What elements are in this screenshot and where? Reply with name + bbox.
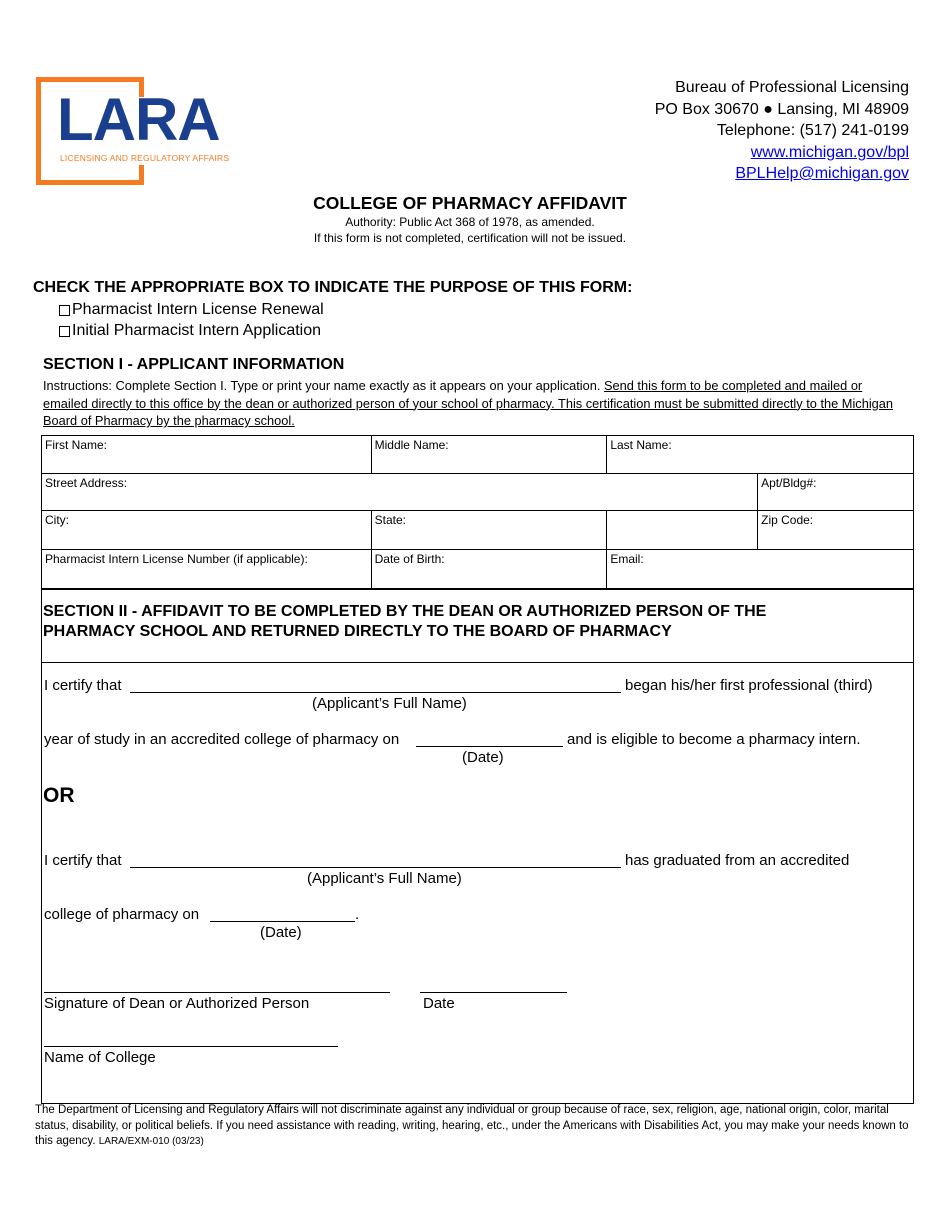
or-label: OR	[43, 784, 75, 807]
purpose-option-renewal[interactable]	[59, 301, 324, 319]
certify-text-2: I certify that	[44, 852, 122, 869]
lara-logo: LARA	[57, 86, 220, 153]
state-label: State:	[374, 513, 406, 527]
signature-date-line[interactable]	[420, 992, 567, 993]
checkbox-renewal[interactable]	[59, 305, 70, 316]
certify-text-1: I certify that	[44, 677, 122, 694]
section2-divider	[41, 662, 914, 663]
blank-field[interactable]	[607, 511, 758, 550]
date-caption-2: (Date)	[260, 924, 302, 941]
zip-label: Zip Code:	[761, 513, 814, 527]
middle-name-field[interactable]	[371, 436, 607, 474]
org-telephone: Telephone: (517) 241-0199	[716, 122, 909, 139]
lara-logo-subtitle: LICENSING AND REGULATORY AFFAIRS	[60, 153, 230, 163]
city-label: City:	[45, 513, 69, 527]
email-link[interactable]: BPLHelp@michigan.gov	[735, 165, 909, 182]
license-number-label: Pharmacist Intern License Number (if applicable):	[45, 552, 308, 566]
purpose-option-label: Pharmacist Intern License Renewal	[72, 301, 324, 318]
section2-heading	[43, 602, 883, 642]
contact-block	[655, 77, 909, 185]
purpose-option-initial[interactable]	[59, 322, 321, 340]
eligible-text: and is eligible to become a pharmacy intern.	[567, 731, 861, 748]
dob-field[interactable]	[371, 550, 607, 590]
section1-instructions	[43, 377, 893, 430]
college-text: college of pharmacy on	[44, 906, 200, 923]
college-name-line[interactable]	[44, 1046, 338, 1047]
year-study-text: year of study in an accredited college of pharmacy on	[44, 731, 400, 748]
form-title: COLLEGE OF PHARMACY AFFIDAVIT	[313, 193, 627, 213]
footer-text: The Department of Licensing and Regulatory Affairs will not discriminate against any individual or group because of race, sex, religion, age, national origin, color, marital status, disability, or political beliefs. If you need assistance with reading, writing, hearing, etc., under the Americans with Disabilities Act, you may make your needs known to this agency.	[35, 1104, 909, 1147]
college-name-label: Name of College	[44, 1049, 156, 1066]
notice-text: If this form is not completed, certification will not be issued.	[313, 231, 627, 245]
email-label: Email:	[610, 552, 644, 566]
graduated-text: has graduated from an accredited	[625, 852, 850, 869]
zip-field[interactable]	[758, 511, 914, 550]
date-line-2[interactable]	[210, 909, 355, 922]
last-name-label: Last Name:	[610, 438, 672, 452]
applicant-caption-2: (Applicant’s Full Name)	[307, 870, 462, 887]
instr-underlined: Send this form to be completed and mailed or emailed directly to this office by the dean or authorized person of your school of pharmacy. This certification must be submitted directly to the	[43, 378, 863, 411]
section1-heading: SECTION I - APPLICANT INFORMATION	[43, 356, 345, 373]
street-address-field[interactable]	[42, 474, 758, 511]
org-address: PO Box 30670 ● Lansing, MI 48909	[654, 100, 909, 118]
website-link[interactable]: www.michigan.gov/bpl	[750, 143, 909, 161]
signature-line[interactable]	[44, 992, 390, 993]
purpose-option-label: Initial Pharmacist Intern Application	[72, 322, 322, 339]
section2-heading-line1: SECTION II - AFFIDAVIT TO BE COMPLETED BY THE DEAN OR AUTHORIZED PERSON OF THE	[43, 603, 767, 620]
logo-frame-top	[36, 77, 144, 82]
first-name-label: First Name:	[45, 438, 108, 452]
instr-underlined-2: Michigan Board of Pharmacy by the pharmacy school.	[43, 395, 894, 428]
org-name: Bureau of Professional Licensing	[675, 79, 909, 96]
began-text: began his/her first professional (third)	[625, 677, 873, 694]
applicant-caption-1: (Applicant’s Full Name)	[312, 695, 467, 712]
date-label: Date	[423, 995, 455, 1012]
email-field[interactable]	[607, 550, 914, 590]
purpose-heading: CHECK THE APPROPRIATE BOX TO INDICATE THE PURPOSE OF THIS FORM:	[33, 279, 633, 296]
footer-disclaimer	[35, 1103, 915, 1150]
logo-frame-bottom-right	[139, 165, 144, 185]
applicant-info-table	[41, 435, 914, 590]
signature-label: Signature of Dean or Authorized Person	[44, 995, 310, 1012]
last-name-field[interactable]	[607, 436, 914, 474]
period-text: .	[355, 906, 360, 923]
form-code: LARA/EXM-010 (03/23)	[98, 1136, 204, 1147]
street-address-label: Street Address:	[45, 476, 128, 490]
checkbox-initial[interactable]	[59, 326, 70, 337]
applicant-name-line-2[interactable]	[130, 855, 621, 868]
dob-label: Date of Birth:	[374, 552, 445, 566]
state-field[interactable]	[371, 511, 607, 550]
apt-field[interactable]	[758, 474, 914, 511]
section2-box	[41, 588, 914, 1104]
city-field[interactable]	[42, 511, 372, 550]
apt-label: Apt/Bldg#:	[761, 476, 817, 490]
section2-heading-line2: PHARMACY SCHOOL AND RETURNED DIRECTLY TO THE BOARD OF PHARMACY	[43, 623, 672, 640]
instr-plain: Instructions: Complete Section I. Type or print your name exactly as it appears on your application.	[43, 378, 604, 393]
license-number-field[interactable]	[42, 550, 372, 590]
date-line-1[interactable]	[416, 734, 563, 747]
applicant-name-line-1[interactable]	[130, 680, 621, 693]
authority-text: Authority: Public Act 368 of 1978, as amended.	[345, 215, 595, 229]
date-caption-1: (Date)	[462, 749, 504, 766]
middle-name-label: Middle Name:	[374, 438, 449, 452]
first-name-field[interactable]	[42, 436, 372, 474]
